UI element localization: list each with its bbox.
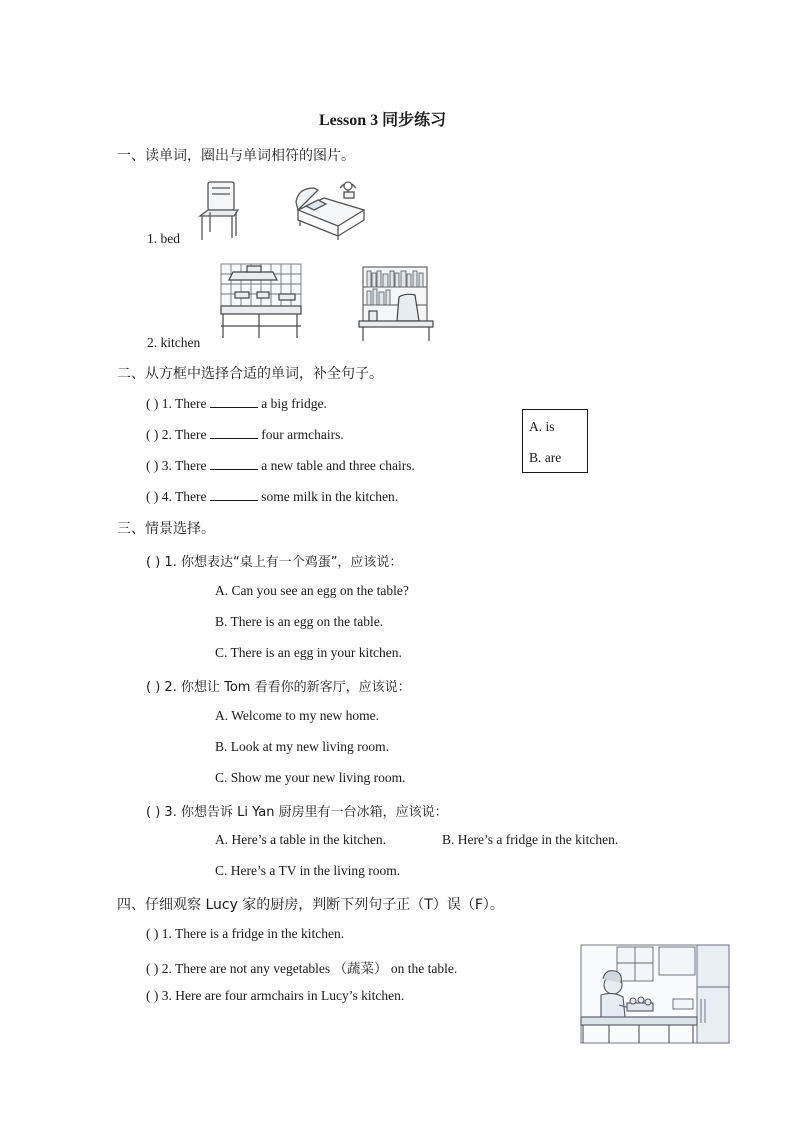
word-box-a: A. is [529, 419, 555, 434]
s2-q3-rest: a new table and three chairs. [261, 458, 415, 473]
s3-q1-option-c[interactable]: C. There is an egg in your kitchen. [215, 645, 402, 660]
s3-q3-stem [146, 801, 448, 820]
s3-q2-option-b[interactable]: B. Look at my new living room. [215, 739, 389, 754]
answer-paren[interactable]: ( ) [146, 427, 159, 442]
section3-heading: 三、情景选择。 [117, 521, 215, 537]
s3-q3-option-c[interactable]: C. Here’s a TV in the living room. [215, 863, 401, 878]
s2-q4-num: 4. There [161, 489, 207, 504]
s3-q2-option-a[interactable]: A. Welcome to my new home. [215, 708, 380, 723]
answer-paren[interactable]: ( ) [146, 680, 161, 695]
s2-q1-num: 1. There [161, 396, 207, 411]
s3-q2-option-c[interactable]: C. Show me your new living room. [215, 770, 406, 785]
s4-q2-text: 2. There are not any vegetables （蔬菜） on the table. [161, 961, 458, 976]
s2-q2-num: 2. There [161, 427, 207, 442]
blank[interactable] [210, 396, 258, 408]
lucy-kitchen-picture [579, 943, 731, 1045]
s3-q3-option-b[interactable]: B. Here’s a fridge in the kitchen. [442, 832, 619, 847]
s3-q1-option-a[interactable]: A. Can you see an egg on the table? [215, 583, 409, 598]
s2-q1 [146, 396, 327, 412]
s2-q2-rest: four armchairs. [261, 427, 344, 442]
answer-paren[interactable]: ( ) [146, 489, 159, 504]
s4-q2 [146, 957, 457, 977]
kitchen-picture[interactable] [219, 262, 305, 340]
page-title: Lesson 3 同步练习 [319, 112, 447, 129]
s3-q1-stem [146, 551, 402, 570]
answer-paren[interactable]: ( ) [146, 805, 161, 820]
s3-q1-text: 1. 你想表达“桌上有一个鸡蛋”，应该说： [164, 555, 403, 570]
blank[interactable] [210, 489, 258, 501]
word-box-b: B. are [529, 450, 562, 465]
chair-picture[interactable] [196, 180, 242, 242]
s2-q4-rest: some milk in the kitchen. [261, 489, 399, 504]
item2-label: 2. kitchen [147, 335, 201, 350]
s3-q2-text: 2. 你想让 Tom 看看你的新客厅，应该说： [164, 680, 411, 695]
s2-q3 [146, 458, 415, 474]
s4-q3-text: 3. Here are four armchairs in Lucy’s kitchen. [161, 988, 405, 1003]
s4-q1-text: 1. There is a fridge in the kitchen. [161, 926, 345, 941]
s4-q3 [146, 988, 404, 1004]
answer-paren[interactable]: ( ) [146, 926, 159, 941]
s3-q1-option-b[interactable]: B. There is an egg on the table. [215, 614, 384, 629]
word-box [522, 409, 588, 473]
s3-q3-text: 3. 你想告诉 Li Yan 厨房里有一台冰箱，应该说： [164, 805, 448, 820]
s2-q4 [146, 489, 398, 505]
s2-q3-num: 3. There [161, 458, 207, 473]
answer-paren[interactable]: ( ) [146, 961, 159, 976]
bookshelf-picture[interactable] [357, 265, 435, 343]
section4-heading: 四、仔细观察 Lucy 家的厨房，判断下列句子正（T）误（F）。 [117, 897, 504, 913]
answer-paren[interactable]: ( ) [146, 988, 159, 1003]
section1-heading: 一、读单词，圈出与单词相符的图片。 [117, 148, 355, 164]
item1-label: 1. bed [147, 231, 180, 246]
s2-q1-rest: a big fridge. [261, 396, 327, 411]
blank[interactable] [210, 427, 258, 439]
s3-q3-option-a[interactable]: A. Here’s a table in the kitchen. [215, 832, 386, 847]
blank[interactable] [210, 458, 258, 470]
answer-paren[interactable]: ( ) [146, 458, 159, 473]
section2-heading: 二、从方框中选择合适的单词，补全句子。 [117, 366, 383, 382]
bed-picture[interactable] [292, 180, 368, 242]
answer-paren[interactable]: ( ) [146, 396, 159, 411]
s2-q2 [146, 427, 344, 443]
s4-q1 [146, 926, 344, 942]
answer-paren[interactable]: ( ) [146, 555, 161, 570]
s3-q2-stem [146, 676, 411, 695]
